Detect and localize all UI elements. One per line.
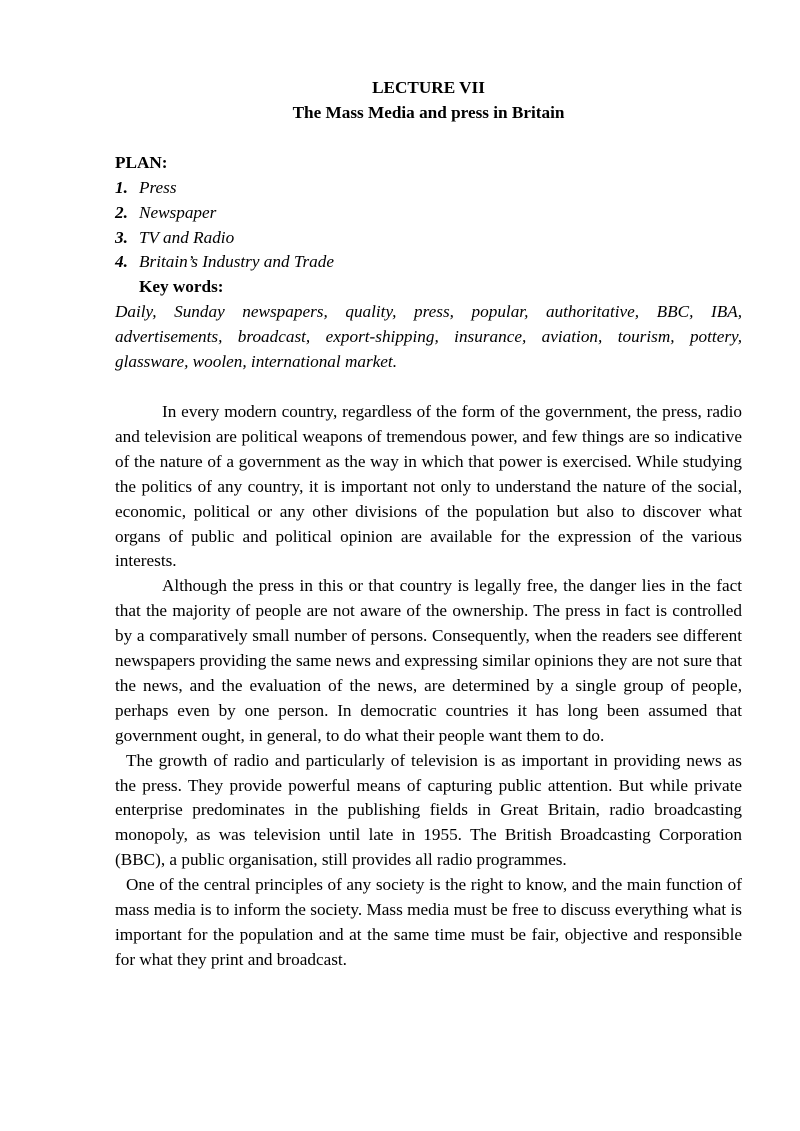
lecture-title: LECTURE VII — [372, 78, 485, 97]
plan-list — [115, 176, 742, 276]
plan-item-number: 4. — [115, 252, 128, 272]
plan-item-label: Newspaper — [139, 202, 217, 222]
plan-item-number: 3. — [115, 227, 128, 247]
keywords-text: Daily, Sunday newspapers, quality, press, popular, authoritative, BBC, IBA, advertisements, broadcast, export-shipping, insurance, aviation, tourism, pottery, glassware, woolen, international market. — [115, 302, 742, 372]
plan-item-newspaper — [115, 201, 742, 226]
plan-item-label: TV and Radio — [139, 227, 235, 247]
document-page — [115, 76, 742, 973]
body-paragraph-1: In every modern country, regardless of the form of the government, the press, radio and television are political weapons of tremendous power, and few things are so indicative of the nature of a government as the way in which that power is exercised. While studying the politics of any country, it is important not only to understand the nature of the social, economic, political or any other divisions of the population but also to discover what organs of public and political opinion are available for the expression of the various interests. — [115, 401, 742, 571]
plan-item-label: Press — [139, 177, 177, 197]
plan-item-label: Britain’s Industry and Trade — [139, 252, 334, 272]
keywords-heading: Key words: — [139, 277, 224, 297]
plan-item-number: 1. — [115, 177, 128, 197]
body-paragraph-2: Although the press in this or that country is legally free, the danger lies in the fact that the majority of people are not aware of the ownership. The press in fact is controlled by a comparatively small number of persons. Consequently, when the readers see different newspapers providing the same news and expressing similar opinions they are not sure that the news, and the evaluation of the news, are determined by a single group of people, perhaps even by one person. In democratic countries it has long been assumed that government ought, in general, to do what their people want them to do. — [115, 576, 742, 745]
plan-item-number: 2. — [115, 202, 128, 222]
plan-item-industry-trade — [115, 250, 742, 275]
plan-item-tv-radio — [115, 226, 742, 251]
plan-item-press — [115, 176, 742, 201]
body-paragraph-4: One of the central principles of any society is the right to know, and the main function of mass media is to inform the society. Mass media must be free to discuss everything what is important for the population and at the same time must be fair, objective and responsible for what they print and broadcast. — [115, 875, 742, 969]
plan-heading: PLAN: — [115, 152, 168, 172]
lecture-subtitle: The Mass Media and press in Britain — [292, 102, 565, 122]
body-paragraph-3: The growth of radio and particularly of television is as important in providing news as the press. They provide powerful means of capturing public attention. But while private enterprise predominates in the publishing fields in Great Britain, radio broadcasting monopoly, as was television until late in 1955. The British Broadcasting Corporation (BBC), a public organisation, still provides all radio programmes. — [115, 750, 742, 870]
